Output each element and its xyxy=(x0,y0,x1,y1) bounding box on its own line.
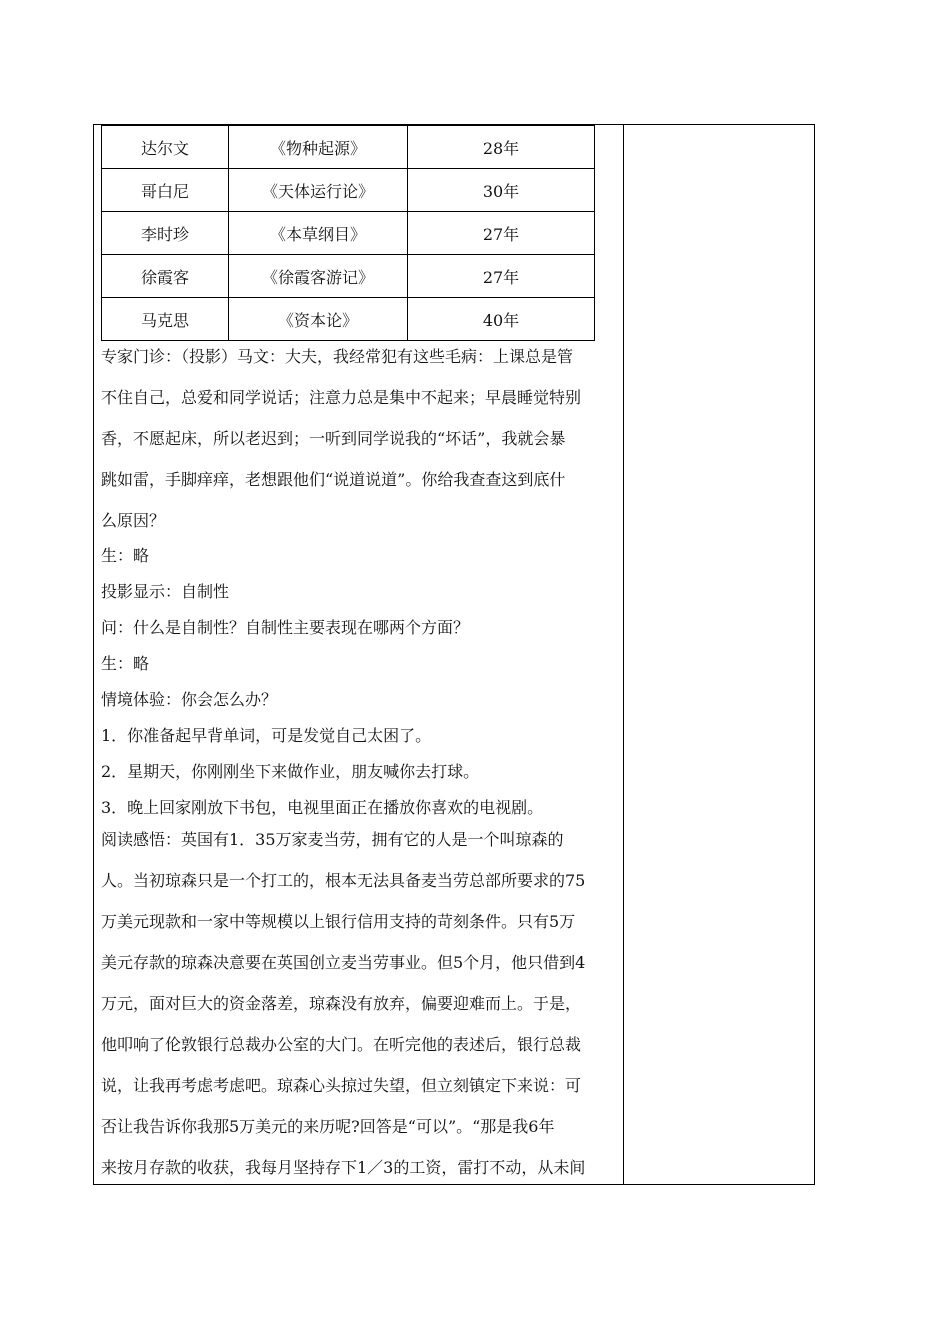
paragraph-line: 么原因？ xyxy=(101,511,166,530)
work-cell: 《资本论》 xyxy=(229,298,408,341)
scenario-item: 2．星期天，你刚刚坐下来做作业，朋友喊你去打球。 xyxy=(101,762,480,781)
years-cell: 27年 xyxy=(408,255,595,298)
paragraph-line: 阅读感悟：英国有1．35万家麦当劳，拥有它的人是一个叫琼森的 xyxy=(101,830,564,849)
author-cell: 哥白尼 xyxy=(102,169,229,212)
student-answer: 生：略 xyxy=(101,546,150,565)
years-cell: 28年 xyxy=(408,126,595,169)
paragraph-line: 跳如雷，手脚痒痒，老想跟他们“说道说道”。你给我查查这到底什 xyxy=(101,470,566,489)
paragraph-line: 香，不愿起床，所以老迟到；一听到同学说我的“坏话”，我就会暴 xyxy=(101,429,566,448)
work-cell: 《本草纲目》 xyxy=(229,212,408,255)
paragraph-line: 否让我告诉你我那5万美元的来历呢?回答是“可以”。“那是我6年 xyxy=(101,1117,555,1136)
paragraph-line: 万美元现款和一家中等规模以上银行信用支持的苛刻条件。只有5万 xyxy=(101,912,576,931)
works-table xyxy=(101,125,595,341)
author-cell: 徐霞客 xyxy=(102,255,229,298)
work-cell: 《天体运行论》 xyxy=(229,169,408,212)
years-cell: 27年 xyxy=(408,212,595,255)
scenario-item: 1．你准备起早背单词，可是发觉自己太困了。 xyxy=(101,726,432,745)
table-row xyxy=(102,255,595,298)
table-row xyxy=(102,169,595,212)
years-cell: 30年 xyxy=(408,169,595,212)
paragraph-line: 万元，面对巨大的资金落差，琼森没有放弃，偏要迎难而上。于是， xyxy=(101,994,582,1013)
paragraph-line: 说，让我再考虑考虑吧。琼森心头掠过失望，但立刻镇定下来说：可 xyxy=(101,1076,582,1095)
author-cell: 达尔文 xyxy=(102,126,229,169)
lesson-content xyxy=(101,342,619,1194)
work-cell: 《徐霞客游记》 xyxy=(229,255,408,298)
paragraph-line: 人。当初琼森只是一个打工的，根本无法具备麦当劳总部所要求的75 xyxy=(101,871,586,890)
question-line: 问：什么是自制性？自制性主要表现在哪两个方面？ xyxy=(101,618,470,637)
author-cell: 李时珍 xyxy=(102,212,229,255)
work-cell: 《物种起源》 xyxy=(229,126,408,169)
projection-line: 投影显示：自制性 xyxy=(101,582,230,601)
student-answer: 生：略 xyxy=(101,654,150,673)
author-cell: 马克思 xyxy=(102,298,229,341)
expert-clinic-paragraph xyxy=(101,342,619,547)
paragraph-line: 他叩响了伦敦银行总裁办公室的大门。在听完他的表述后，银行总裁 xyxy=(101,1035,582,1054)
table-row xyxy=(102,298,595,341)
table-row xyxy=(102,126,595,169)
scenario-title: 情境体验：你会怎么办？ xyxy=(101,690,278,709)
reading-paragraph xyxy=(101,825,619,1194)
paragraph-line: 来按月存款的收获，我每月坚持存下1／3的工资，雷打不动，从未间 xyxy=(101,1158,586,1177)
years-cell: 40年 xyxy=(408,298,595,341)
scenario-item: 3．晚上回家刚放下书包，电视里面正在播放你喜欢的电视剧。 xyxy=(101,798,544,817)
paragraph-line: 不住自己，总爱和同学说话；注意力总是集中不起来；早晨睡觉特别 xyxy=(101,388,582,407)
paragraph-line: 专家门诊：（投影）马文：大夫，我经常犯有这些毛病：上课总是管 xyxy=(101,347,574,366)
paragraph-line: 美元存款的琼森决意要在英国创立麦当劳事业。但5个月，他只借到4 xyxy=(101,953,586,972)
column-divider xyxy=(623,124,624,1185)
table-row xyxy=(102,212,595,255)
